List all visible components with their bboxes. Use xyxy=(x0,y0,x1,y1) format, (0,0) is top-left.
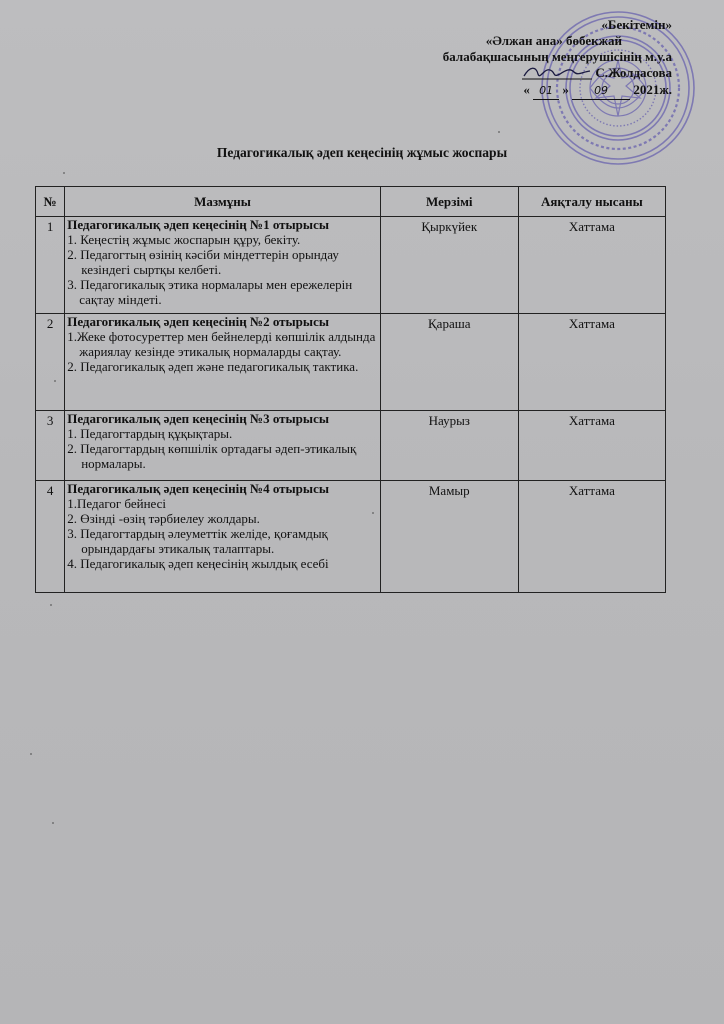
row-completion-form: Хаттама xyxy=(518,411,665,481)
agenda-item: 1. Педагогтардың құқықтары. xyxy=(67,426,233,441)
approval-block xyxy=(372,17,672,100)
header-term: Мерзімі xyxy=(380,187,518,217)
table-row xyxy=(36,217,666,314)
row-completion-form: Хаттама xyxy=(518,314,665,411)
row-term: Наурыз xyxy=(380,411,518,481)
agenda-item: 4. Педагогикалық әдеп кеңесінің жылдық есебі xyxy=(67,556,329,571)
date-year: 2021ж. xyxy=(633,82,672,97)
scan-speck xyxy=(52,822,54,824)
header-number: № xyxy=(36,187,65,217)
header-completion-form: Аяқталу нысаны xyxy=(518,187,665,217)
scan-speck xyxy=(30,753,32,755)
scan-speck xyxy=(54,380,56,382)
agenda-item: 2. Педагогикалық әдеп және педагогикалық тактика. xyxy=(67,359,359,374)
agenda-item: 1.Жеке фотосуреттер мен бейнелерді көпшілік алдында жариялау кезінде этикалық нормаларды сақтау. xyxy=(67,329,376,359)
table-header-row xyxy=(36,187,666,217)
approval-head-position: балабақшасының меңгерушісінің м.у.а xyxy=(442,49,672,64)
header-content: Мазмұны xyxy=(65,187,381,217)
agenda-item: 1. Кеңестің жұмыс жоспарын құру, бекіту. xyxy=(67,232,301,247)
table-row xyxy=(36,411,666,481)
meeting-heading: Педагогикалық әдеп кеңесінің №1 отырысы xyxy=(67,217,329,232)
agenda-item: 3. Педагогтардың әлеуметтік желіде, қоғамдық орындардағы этикалық талаптары. xyxy=(67,526,328,556)
agenda-item: 3. Педагогикалық этика нормалары мен ережелерін сақтау міндеті. xyxy=(67,277,353,307)
document-title: Педагогикалық әдеп кеңесінің жұмыс жоспары xyxy=(216,145,508,160)
agenda-item: 1.Педагог бейнесі xyxy=(67,496,167,511)
table-row xyxy=(36,314,666,411)
row-completion-form: Хаттама xyxy=(518,217,665,314)
scan-speck xyxy=(63,172,65,174)
work-plan-table xyxy=(35,186,666,593)
row-term: Қараша xyxy=(380,314,518,411)
scan-speck xyxy=(50,604,52,606)
date-month: 09 xyxy=(572,83,630,100)
approval-organization: «Әлжан ана» бөбекжай xyxy=(485,33,622,48)
row-content xyxy=(65,481,381,593)
meeting-heading: Педагогикалық әдеп кеңесінің №3 отырысы xyxy=(67,411,329,426)
meeting-heading: Педагогикалық әдеп кеңесінің №4 отырысы xyxy=(67,481,329,496)
agenda-item: 2. Педагогтың өзінің кәсіби міндеттерін орындау кезіндегі сыртқы келбеті. xyxy=(67,247,339,277)
row-number: 1 xyxy=(36,217,65,314)
approval-signer-name: С.Жолдасова xyxy=(595,65,672,80)
date-day: 01 xyxy=(533,83,559,100)
signature-row xyxy=(372,65,672,82)
agenda-item: 2. Педагогтардың көпшілік ортадағы әдеп-этикалық нормалары. xyxy=(67,441,357,471)
row-content xyxy=(65,217,381,314)
date-open-quote: « xyxy=(523,82,530,97)
date-close-quote: » xyxy=(562,82,569,97)
approval-title: «Бекітемін» xyxy=(601,17,672,32)
row-number: 2 xyxy=(36,314,65,411)
scan-speck xyxy=(498,131,500,133)
handwritten-signature xyxy=(522,62,592,82)
table-row xyxy=(36,481,666,593)
meeting-heading: Педагогикалық әдеп кеңесінің №2 отырысы xyxy=(67,314,329,329)
row-term: Мамыр xyxy=(380,481,518,593)
row-number: 4 xyxy=(36,481,65,593)
scan-speck xyxy=(372,512,374,514)
row-term: Қыркүйек xyxy=(380,217,518,314)
row-number: 3 xyxy=(36,411,65,481)
approval-date xyxy=(372,82,672,100)
row-content xyxy=(65,411,381,481)
agenda-item: 2. Өзінді -өзің тәрбиелеу жолдары. xyxy=(67,511,260,526)
row-completion-form: Хаттама xyxy=(518,481,665,593)
row-content xyxy=(65,314,381,411)
